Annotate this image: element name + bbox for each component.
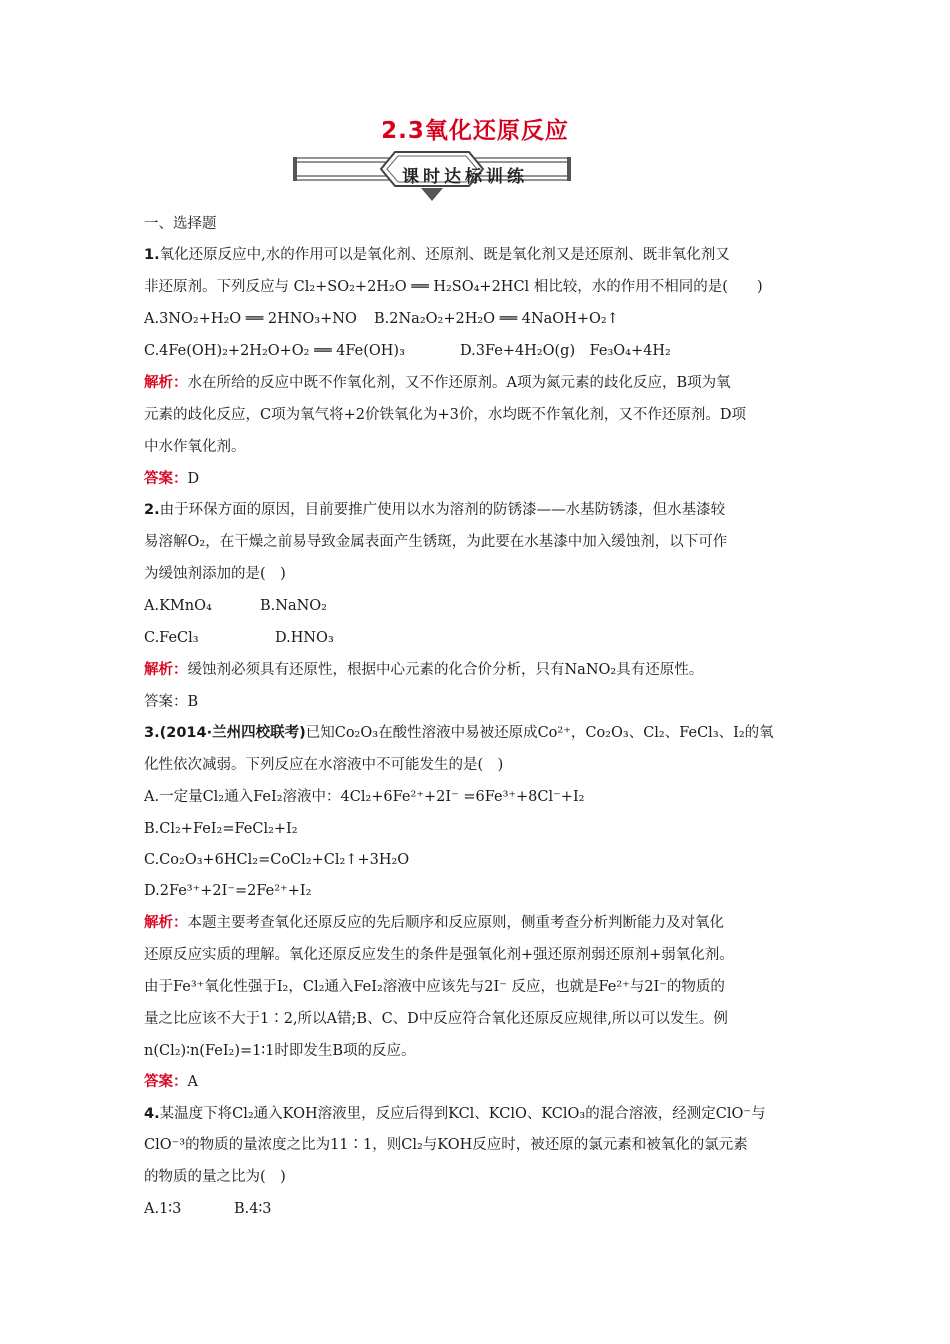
q1-options-ab <box>144 309 619 329</box>
q4-number: 4. <box>144 1106 160 1122</box>
q2-number: 2. <box>144 502 160 518</box>
q3-option-b: B.Cl₂+FeI₂=FeCl₂+I₂ <box>144 821 298 837</box>
q1-answer-value: D <box>187 471 200 487</box>
banner-label: 课时达标训练 <box>402 167 528 187</box>
q1-options-cd <box>144 341 671 361</box>
q4-text-3: 的物质的量之比为( ) <box>144 1169 286 1185</box>
q1-option-b: B.2Na₂O₂+2H₂O ══ 4NaOH+O₂↑ <box>374 311 619 327</box>
q3-text-1: 已知Co₂O₃在酸性溶液中易被还原成Co²⁺，Co₂O₃、Cl₂、FeCl₃、I₂的氧 <box>305 725 774 741</box>
q3-analysis-label: 解析： <box>144 915 188 931</box>
q1-analysis-1 <box>144 373 731 393</box>
q2-option-c: C.FeCl₃ <box>144 630 199 646</box>
q2-analysis-text-1: 缓蚀剂必须具有还原性，根据中心元素的化合价分析，只有NaNO₂具有还原性。 <box>187 662 704 678</box>
q4-line-1 <box>144 1104 766 1124</box>
q2-options-ab <box>144 596 327 616</box>
q3-line-1 <box>144 723 774 743</box>
q3-text-2: 化性依次减弱。下列反应在水溶液中不可能发生的是( ) <box>144 757 504 773</box>
q3-analysis-text-1: 本题主要考查氧化还原反应的先后顺序和反应原则，侧重考查分析判断能力及对氧化 <box>187 915 724 931</box>
q4-text-1: 某温度下将Cl₂通入KOH溶液里，反应后得到KCl、KClO、KClO₃的混合溶液，经测定ClO⁻与 <box>159 1106 766 1122</box>
q3-option-d: D.2Fe³⁺+2I⁻=2Fe²⁺+I₂ <box>144 883 312 899</box>
q2-option-d: D.HNO₃ <box>275 630 334 646</box>
q2-line-1 <box>144 500 725 520</box>
q4-option-a: A.1∶3 <box>144 1201 182 1217</box>
q2-answer <box>144 692 198 712</box>
q1-analysis-label: 解析： <box>144 375 188 391</box>
q2-option-b: B.NaNO₂ <box>260 598 327 614</box>
q2-analysis-label: 解析： <box>144 662 188 678</box>
q1-text-1: 氧化还原反应中,水的作用可以是氧化剂、还原剂、既是氧化剂又是还原剂、既非氧化剂又 <box>159 247 730 263</box>
q1-option-c: C.4Fe(OH)₂+2H₂O+O₂ ══ 4Fe(OH)₃ <box>144 343 405 359</box>
q1-number: 1. <box>144 247 160 263</box>
q3-option-a: A.一定量Cl₂通入FeI₂溶液中：4Cl₂+6Fe²⁺+2I⁻ =6Fe³⁺+8Cl⁻+I₂ <box>144 789 585 805</box>
q1-option-a: A.3NO₂+H₂O ══ 2HNO₃+NO <box>144 311 357 327</box>
q2-text-2: 易溶解O₂，在干燥之前易导致金属表面产生锈斑，为此要在水基漆中加入缓蚀剂，以下可作 <box>144 534 728 550</box>
q3-analysis-text-4: 量之比应该不大于1∶2,所以A错;B、C、D中反应符合氧化还原反应规律,所以可以发生。例 <box>144 1011 728 1027</box>
q3-analysis-1 <box>144 913 724 933</box>
q1-analysis-text-1: 水在所给的反应中既不作氧化剂，又不作还原剂。A项为氮元素的歧化反应，B项为氧 <box>187 375 731 391</box>
q1-answer-label: 答案： <box>144 471 188 487</box>
q4-option-b: B.4∶3 <box>234 1201 272 1217</box>
q2-answer-value: B <box>187 694 199 710</box>
q3-answer <box>144 1072 198 1092</box>
q2-analysis <box>144 660 703 680</box>
q3-analysis-text-5: n(Cl₂)∶n(FeI₂)=1∶1时即发生B项的反应。 <box>144 1043 416 1059</box>
section-heading: 一、选择题 <box>144 216 217 232</box>
q3-analysis-text-3: 由于Fe³⁺氧化性强于I₂，Cl₂通入FeI₂溶液中应该先与2I⁻ 反应，也就是Fe²⁺与2I⁻的物质的 <box>144 979 725 995</box>
q3-option-c: C.Co₂O₃+6HCl₂=CoCl₂+Cl₂↑+3H₂O <box>144 852 410 868</box>
q1-option-d: D.3Fe+4H₂O(g) Fe₃O₄+4H₂ <box>460 343 671 359</box>
q2-answer-label: 答案： <box>144 694 188 710</box>
q2-options-cd <box>144 628 334 648</box>
q2-text-1: 由于环保方面的原因，目前要推广使用以水为溶剂的防锈漆——水基防锈漆，但水基漆较 <box>159 502 726 518</box>
q1-line-1 <box>144 245 730 265</box>
q3-answer-value: A <box>187 1074 198 1090</box>
q4-text-2: ClO⁻³的物质的量浓度之比为11∶1，则Cl₂与KOH反应时，被还原的氯元素和被氧化的氯元素 <box>144 1137 748 1153</box>
page-title: 2.3氧化还原反应 <box>381 118 569 144</box>
q1-analysis-text-2: 元素的歧化反应，C项为氧气将+2价铁氧化为+3价，水均既不作氧化剂，又不作还原剂。D项 <box>144 407 746 423</box>
q1-text-2: 非还原剂。下列反应与 Cl₂+SO₂+2H₂O ══ H₂SO₄+2HCl 相比较，水的作用不相同的是( ) <box>144 279 763 295</box>
q3-analysis-text-2: 还原反应实质的理解。氧化还原反应发生的条件是强氧化剂+强还原剂弱还原剂+弱氧化剂。 <box>144 947 734 963</box>
q1-analysis-text-3: 中水作氧化剂。 <box>144 439 246 455</box>
q1-answer <box>144 469 199 489</box>
q3-number: 3. <box>144 725 160 741</box>
q2-option-a: A.KMnO₄ <box>144 598 212 614</box>
q3-source: (2014·兰州四校联考) <box>159 725 306 741</box>
q2-text-3: 为缓蚀剂添加的是( ) <box>144 566 286 582</box>
q4-options-ab <box>144 1199 272 1219</box>
q3-answer-label: 答案： <box>144 1074 188 1090</box>
